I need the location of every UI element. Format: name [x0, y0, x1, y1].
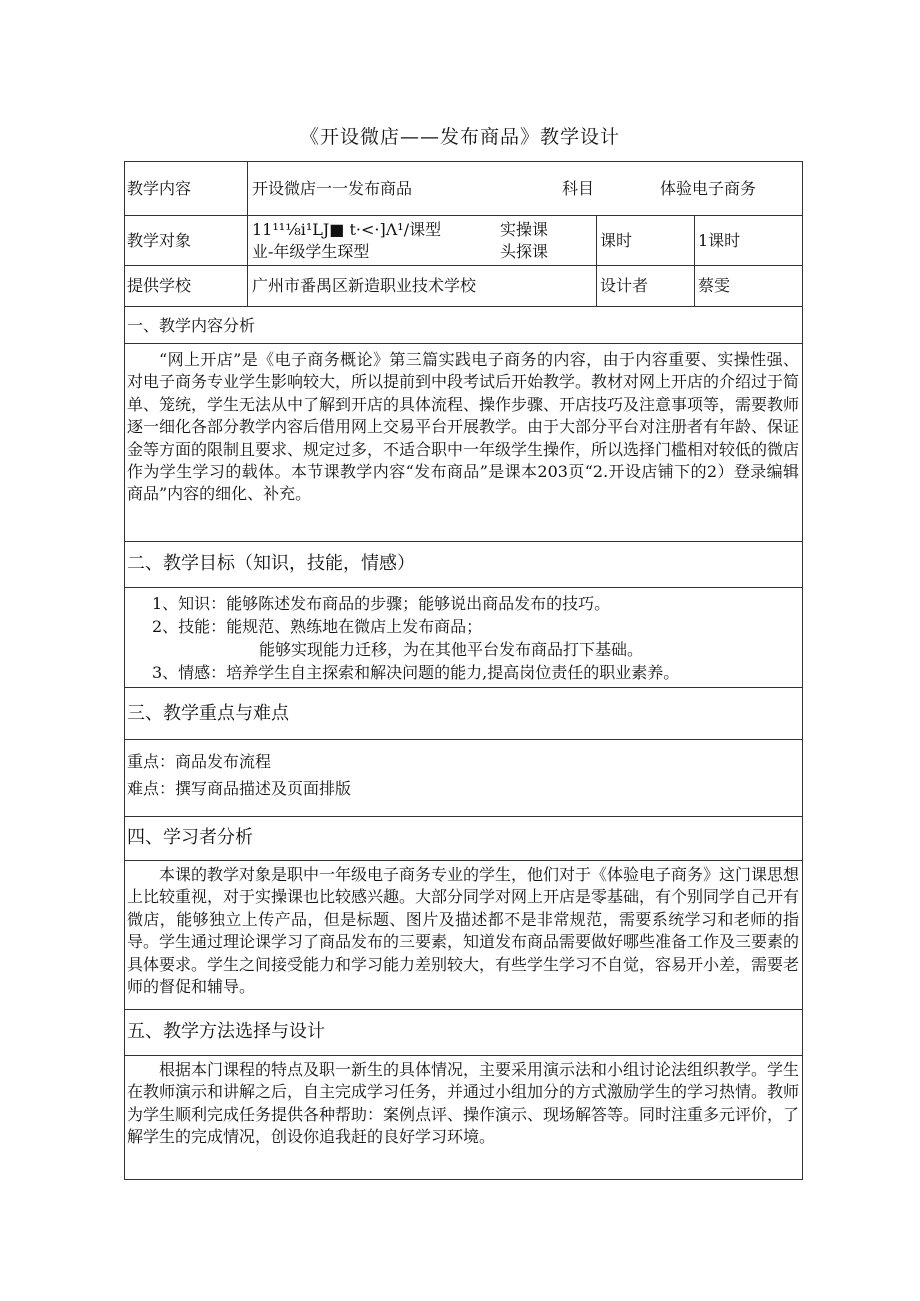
hours-label: 课时 — [600, 231, 633, 250]
row-divider — [124, 215, 803, 216]
objectives-list — [152, 592, 679, 684]
learner-analysis-text: 本课的教学对象是职中一年级电子商务专业的学生，他们对于《体验电子商务》这门课思想上比较重视，对于实操课也比较感兴趣。大部分同学对网上开店是零基础，有个别同学自己开有微店，能够独立上传产品，但是标题、图片及描述都不是非常规范，需要系统学习和老师的指导。学生通过理论课学习了商品发布的三要素，知道发布商品需要做好哪些准备工作及三要素的具体要求。学生之间接受能力和学习能力差别较大，有些学生学习不自觉，容易开小差，需要老师的督促和辅导。 — [127, 865, 800, 997]
key-point: 重点：商品发布流程 — [127, 752, 272, 771]
row-divider — [124, 343, 803, 344]
row-divider — [124, 1009, 803, 1010]
designer-value: 蔡雯 — [698, 276, 731, 295]
course-type-line1: 实操课 — [500, 220, 549, 239]
hours-value: 1课时 — [698, 231, 741, 250]
section-heading-key-points: 三、教学重点与难点 — [127, 703, 289, 724]
list-item: 能够实现能力迁移，为在其他平台发布商品打下基础。 — [259, 640, 644, 659]
content-value: 开设微店一一发布商品 — [252, 179, 413, 198]
subject-label: 科目 — [562, 179, 595, 198]
content-analysis-text: “网上开店”是《电子商务概论》第三篇实践电子商务的内容，由于内容重要、实操性强、对电子商务专业学生影响较大，所以提前到中段考试后开始教学。教材对网上开店的介绍过于简单、笼统，学生无法从中了解到开店的具体流程、操作步骤、开店技巧及注意事项等，需要教师逐一细化各部分教学内容后借用网上交易平台开展教学。由于大部分平台对注册者有年龄、保证金等方面的限制且要求、规定过多，不适合职中一年级学生操作，所以选择门槛相对较低的微店作为学生学习的载体。本节课教学内容“发布商品”是课本203页“2.开设店铺下的2）登录编辑商品”内容的细化、补充。 — [127, 350, 800, 504]
target-value-line1: 11¹¹⅛i¹LJ■ t·<·]Λ¹/课型 — [252, 220, 442, 239]
school-value: 广州市番禺区新造职业技术学校 — [252, 276, 477, 295]
section-heading-content-analysis: 一、教学内容分析 — [127, 316, 256, 335]
row-divider — [124, 739, 803, 740]
column-divider — [596, 215, 597, 306]
list-item: 1、知识：能够陈述发布商品的步骤；能够说出商品发布的技巧。 — [152, 594, 611, 613]
row-divider — [124, 265, 803, 266]
row-divider — [124, 1055, 803, 1056]
target-value-line2: 业-年级学生琛型 — [252, 242, 370, 261]
school-label: 提供学校 — [127, 276, 192, 295]
course-type-line2: 头探课 — [500, 242, 549, 261]
row-divider — [124, 687, 803, 688]
subject-value: 体验电子商务 — [660, 179, 757, 198]
content-label: 教学内容 — [127, 179, 192, 198]
target-label: 教学对象 — [127, 231, 192, 250]
section-heading-methods: 五、教学方法选择与设计 — [127, 1021, 325, 1042]
column-divider — [694, 215, 695, 306]
row-divider — [124, 306, 803, 307]
list-item: 2、技能：能规范、熟练地在微店上发布商品； — [152, 617, 483, 636]
designer-label: 设计者 — [600, 276, 649, 295]
methods-text: 根据本门课程的特点及职一新生的具体情况，主要采用演示法和小组讨论法组织教学。学生在教师演示和讲解之后，自主完成学习任务，并通过小组加分的方式激励学生的学习热情。教师为学生顺利完成任务提供各种帮助：案例点评、操作演示、现场解答等。同时注重多元评价，了解学生的完成情况，创设你追我赶的良好学习环境。 — [127, 1060, 800, 1147]
section-heading-learner-analysis: 四、学习者分析 — [127, 827, 253, 848]
row-divider — [124, 816, 803, 817]
page-title: 《开设微店——发布商品》教学设计 — [299, 126, 620, 148]
row-divider — [124, 860, 803, 861]
row-divider — [124, 587, 803, 588]
column-divider — [247, 161, 248, 306]
list-item: 3、情感：培养学生自主探索和解决问题的能力,提高岗位责任的职业素养。 — [152, 663, 680, 682]
difficulty: 难点：撰写商品描述及页面排版 — [127, 779, 352, 798]
row-divider — [124, 541, 803, 542]
section-heading-objectives: 二、教学目标（知识，技能，情感） — [127, 553, 415, 574]
